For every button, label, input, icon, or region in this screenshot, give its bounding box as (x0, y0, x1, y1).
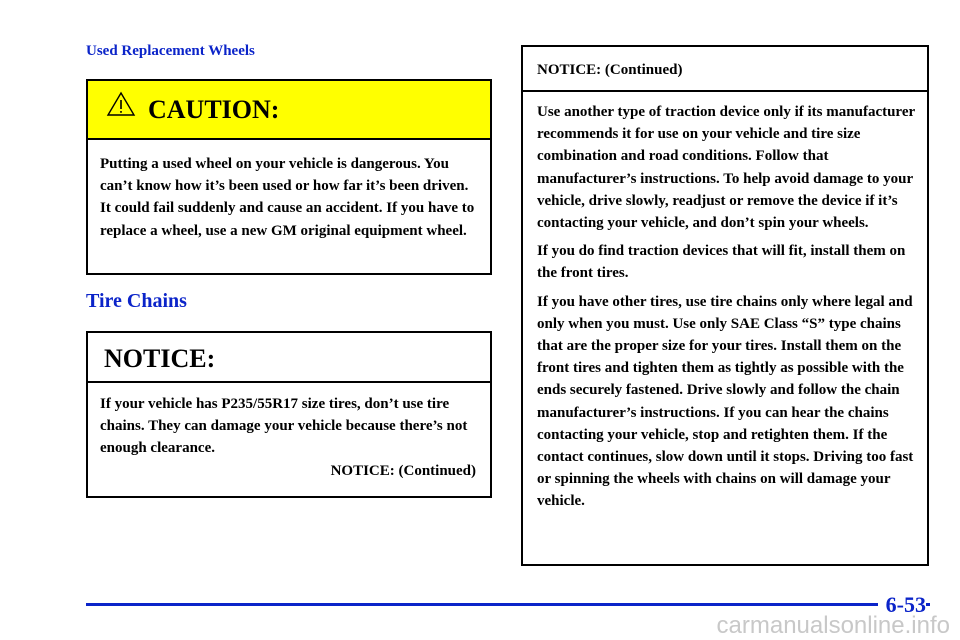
notice-continued-label: NOTICE: (Continued) (330, 463, 476, 479)
notice-header (88, 333, 490, 383)
caution-title: CAUTION: (148, 95, 280, 124)
warning-triangle-icon (106, 91, 136, 117)
caution-box (86, 79, 492, 275)
notice-title: NOTICE: (104, 344, 216, 373)
watermark: carmanualsonline.info (716, 612, 950, 639)
notice-text: If your vehicle has P235/55R17 size tires, don’t use tire chains. They can damage your vehicle because there’s not enough clearance. (100, 396, 468, 457)
section-heading: Used Replacement Wheels (86, 43, 255, 59)
notice-continued-title: NOTICE: (Continued) (537, 62, 683, 78)
notice-continued-header (523, 47, 927, 92)
notice-continued-body (537, 101, 921, 519)
notice-paragraph: If you do find traction devices that will fit, install them on the front tires. (537, 243, 906, 282)
notice-box (86, 331, 492, 498)
notice-paragraph: If you have other tires, use tire chains only where legal and only when you must. Use only SAE Class “S” type chains that are the proper size for your tires. Install them on the front tires and tighten them as tightly as possible with the ends securely fastened. Drive slowly and follow the chain manufacturer’s instructions. If you can hear the chains contacting your vehicle, stop and retighten them. If the contact continues, slow down until it stops. Driving too fast or spinning the wheels with chains on will damage your vehicle. (537, 293, 914, 510)
footer-rule (86, 603, 930, 606)
notice-continued-box (521, 45, 929, 566)
tire-chains-heading: Tire Chains (86, 290, 187, 312)
caution-text: Putting a used wheel on your vehicle is dangerous. You can’t know how it’s been used or how far it’s been driven. It could fail suddenly and cause an accident. If you have to replace a wheel, use a new GM original equipment wheel. (100, 156, 475, 239)
caution-header (88, 81, 490, 140)
page-number: 6-53 (878, 592, 926, 618)
notice-paragraph: Use another type of traction device only if its manufacturer recommends it for use on your vehicle and tire size combination and road conditions. Follow that manufacturer’s instructions. To help avoid damage to your vehicle, drive slowly, readjust or remove the device if it’s contacting your vehicle, and don’t spin your wheels. (537, 104, 915, 232)
